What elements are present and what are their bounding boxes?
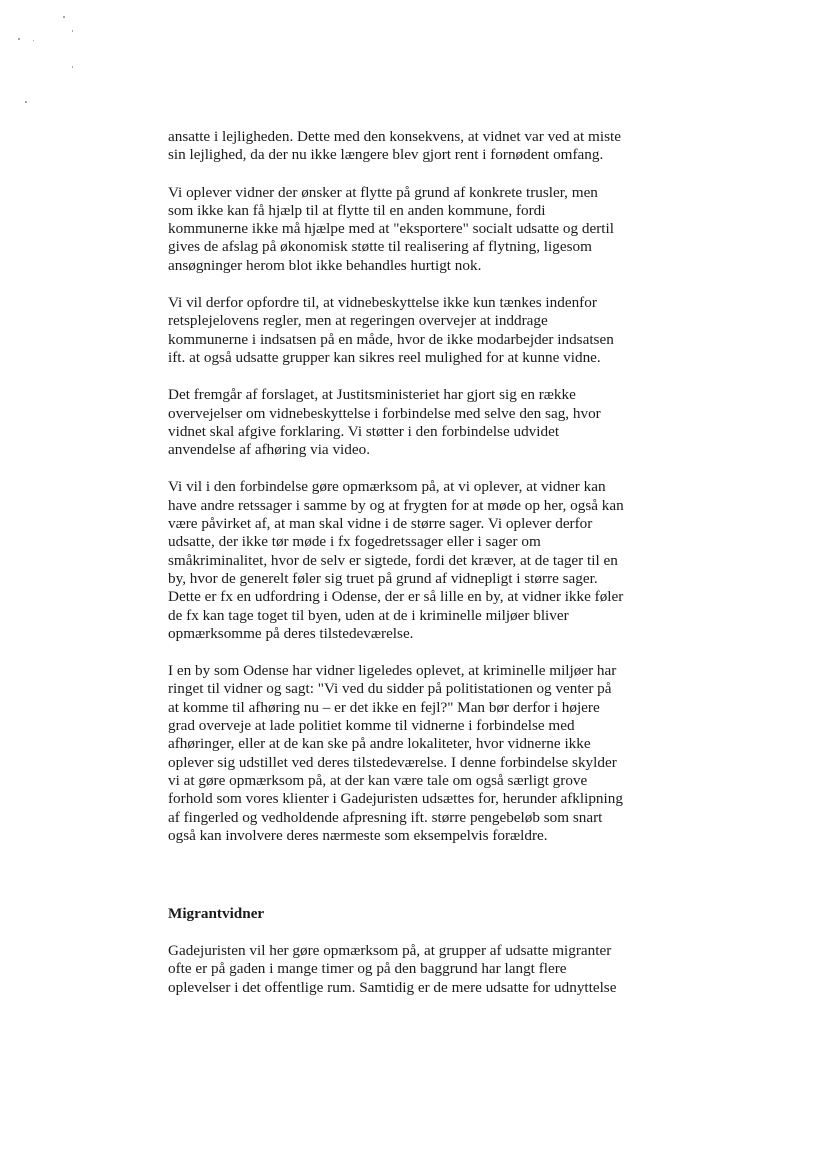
text-line: at komme til afhøring nu – er det ikke en fejl?" Man bør derfor i højere xyxy=(168,698,600,716)
text-line: ansøgninger herom blot ikke behandles hurtigt nok. xyxy=(168,256,482,274)
paragraph-2 xyxy=(168,184,668,275)
document-body xyxy=(168,128,668,997)
text-line: Det fremgår af forslaget, at Justitsministeriet har gjort sig en række xyxy=(168,386,576,404)
text-line: have andre retssager i samme by og at frygten for at møde op her, også kan xyxy=(168,496,624,514)
text-line: oplevelser i det offentlige rum. Samtidig er de mere udsatte for udnyttelse xyxy=(168,978,617,996)
text-line: opmærksomme på deres tilstedeværelse. xyxy=(168,624,414,642)
text-line: ofte er på gaden i mange timer og på den baggrund har langt flere xyxy=(168,960,567,978)
scan-speck xyxy=(72,30,73,32)
text-line: vidnet skal afgive forklaring. Vi støtter i den forbindelse udvidet xyxy=(168,422,560,440)
text-line: by, hvor de generelt føler sig truet på grund af vidnepligt i større sager. xyxy=(168,569,598,587)
section-paragraph xyxy=(168,942,668,997)
scan-speck xyxy=(72,66,73,68)
text-line: Gadejuristen vil her gøre opmærksom på, at grupper af udsatte migranter xyxy=(168,942,612,960)
text-line: småkriminalitet, hvor de selv er sigtede, fordi det kræver, at de tager til en xyxy=(168,551,618,569)
text-line: grad overveje at lade politiet komme til vidnerne i forbindelse med xyxy=(168,717,575,735)
section-heading: Migrantvidner xyxy=(168,905,265,923)
scan-speck xyxy=(63,16,65,18)
paragraph-6 xyxy=(168,662,668,845)
text-line: Vi vil derfor opfordre til, at vidnebeskyttelse ikke kun tænkes indenfor xyxy=(168,294,597,312)
paragraph-1 xyxy=(168,128,668,165)
text-line: også kan involvere deres nærmeste som eksempelvis forældre. xyxy=(168,826,548,844)
text-line: anvendelse af afhøring via video. xyxy=(168,441,370,459)
text-line: ringet til vidner og sagt: "Vi ved du sidder på politistationen og venter på xyxy=(168,680,612,698)
text-line: af fingerled og vedholdende afpresning ift. større pengebeløb som snart xyxy=(168,808,603,826)
text-line: overvejelser om vidnebeskyttelse i forbindelse med selve den sag, hvor xyxy=(168,404,601,422)
text-line: Vi vil i den forbindelse gøre opmærksom på, at vi oplever, at vidner kan xyxy=(168,478,606,496)
text-line: kommunerne i indsatsen på en måde, hvor de ikke modarbejder indsatsen xyxy=(168,330,614,348)
text-line: vi at gøre opmærksom på, at der kan være tale om også særligt grove xyxy=(168,771,588,789)
paragraph-3 xyxy=(168,294,668,367)
text-line: udsatte, der ikke tør møde i fx fogedretssager eller i sager om xyxy=(168,533,541,551)
scan-speck xyxy=(25,101,27,103)
text-line: forhold som vores klienter i Gadejuristen udsættes for, herunder afklipning xyxy=(168,790,623,808)
text-line: retsplejelovens regler, men at regeringen overvejer at inddrage xyxy=(168,312,548,330)
text-line: oplever sig udstillet ved deres tilstedeværelse. I denne forbindelse skylder xyxy=(168,753,617,771)
text-line: gives de afslag på økonomisk støtte til realisering af flytning, ligesom xyxy=(168,238,592,256)
text-line: Vi oplever vidner der ønsker at flytte på grund af konkrete trusler, men xyxy=(168,183,598,201)
text-line: sin lejlighed, da der nu ikke længere blev gjort rent i fornødent omfang. xyxy=(168,146,604,164)
paragraph-5 xyxy=(168,478,668,643)
text-line: I en by som Odense har vidner ligeledes oplevet, at kriminelle miljøer har xyxy=(168,662,617,680)
text-line: ift. at også udsatte grupper kan sikres reel mulighed for at kunne vidne. xyxy=(168,348,601,366)
paragraph-4 xyxy=(168,386,668,459)
scan-speck xyxy=(18,38,20,40)
text-line: Dette er fx en udfordring i Odense, der er så lille en by, at vidner ikke føler xyxy=(168,588,624,606)
text-line: de fx kan tage toget til byen, uden at de i kriminelle miljøer bliver xyxy=(168,606,569,624)
text-line: være påvirket af, at man skal vidne i de større sager. Vi oplever derfor xyxy=(168,515,593,533)
text-line: kommunerne ikke må hjælpe med at "eksportere" socialt udsatte og dertil xyxy=(168,220,614,238)
scan-speck xyxy=(33,40,34,41)
text-line: som ikke kan få hjælp til at flytte til en anden kommune, fordi xyxy=(168,201,546,219)
text-line: afhøringer, eller at de kan ske på andre lokaliteter, hvor vidnerne ikke xyxy=(168,735,591,753)
text-line: ansatte i lejligheden. Dette med den konsekvens, at vidnet var ved at miste xyxy=(168,128,621,145)
